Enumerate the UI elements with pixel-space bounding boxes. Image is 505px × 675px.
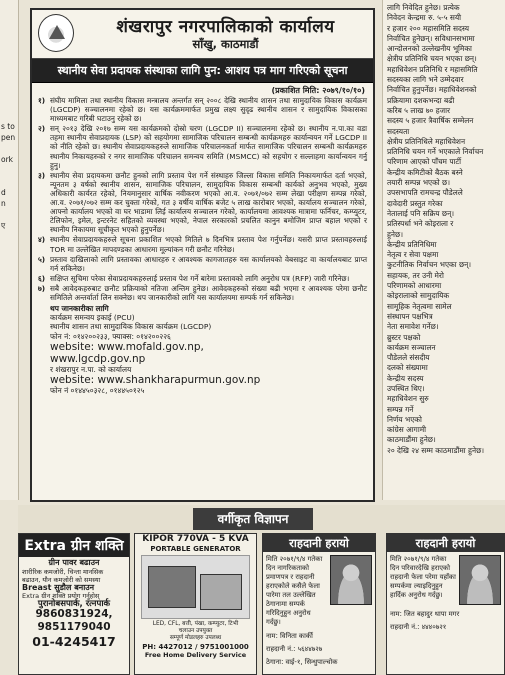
ad-text: मिति २०७१/९/४ गतेका दिन परिवारदेखि हराएको राहदानी फेला परेमा यहाँका सम्पर्कमा ल्याइदिनुहुन हार्दिक अनुरोध गर्दछु। bbox=[390, 555, 456, 599]
news-line: दावेदारी प्रस्तुत गरेका bbox=[387, 198, 443, 208]
strip-line: ork bbox=[1, 155, 14, 164]
strip-line bbox=[0, 275, 18, 286]
strip-line bbox=[0, 374, 18, 385]
news-line: महाधिवेशन प्रतिनिधि र महासमिति bbox=[387, 64, 478, 74]
website-link[interactable]: website: www.mofald.gov.np, bbox=[50, 340, 204, 353]
strip-line bbox=[0, 297, 18, 308]
strip-line bbox=[0, 99, 18, 110]
ad-line: सम्पूर्ण मोडलहरु उपलब्ध bbox=[169, 635, 222, 642]
strip-line: n bbox=[1, 199, 6, 208]
news-line: कार्यक्रम सञ्चालन bbox=[387, 342, 436, 352]
notice-body bbox=[32, 96, 373, 302]
strip-line bbox=[0, 11, 18, 22]
strip-line bbox=[0, 253, 18, 264]
news-line: निवेदन केन्द्रमा रु. ५-५ सयी bbox=[387, 13, 462, 23]
news-line: दलको संख्यामा bbox=[387, 363, 428, 373]
news-column bbox=[382, 0, 505, 500]
news-line: प्रतिस्पर्धा भने कोइराला र bbox=[387, 219, 454, 229]
strip-line: s to bbox=[1, 122, 15, 131]
phone-line: फोन नं ०१४४५०३२८, ०१४४५०१२५ bbox=[50, 386, 145, 396]
ad-title: KIPOR 770VA - 5 KVA bbox=[142, 534, 249, 544]
strip-line bbox=[0, 33, 18, 44]
news-line: सम्पन्न गर्ने bbox=[387, 404, 414, 414]
news-line: सदस्यका लागि भने उम्मेदवार bbox=[387, 75, 464, 85]
news-line: केन्द्रीय कमिटीको बैठक बस्ने bbox=[387, 167, 463, 177]
news-line: हुनेछ। bbox=[387, 229, 404, 239]
notice-item: ४) स्थानीय सेवाप्रदायकहरुले सूचना प्रकाशित भएको मितिले ७ दिनभित्र प्रस्ताव पेश गर्नुपर्नेछ। यसरी प्राप्त प्रस्तावहरुलाई TOR मा उल्लेखित मापदण्डका आधारमा मूल्यांकन गरी छनौट गरिनेछ। bbox=[38, 235, 367, 254]
strip-line bbox=[0, 110, 18, 121]
news-line: उपसभापति रामचन्द्र पौडेलले bbox=[387, 188, 463, 198]
website-link[interactable]: www.lgcdp.gov.np bbox=[50, 352, 146, 365]
generator-ad bbox=[134, 533, 257, 675]
ad-line: चलाउन उपयुक्त bbox=[178, 628, 213, 635]
strip-line bbox=[0, 451, 18, 462]
contact-line: कार्यक्रम समन्वय इकाई (PCU) bbox=[50, 313, 135, 323]
strip-line bbox=[0, 330, 18, 341]
ad-line: शारीरिक कमजोरी, चिन्ता मानसिक bbox=[22, 568, 104, 576]
news-line: सदस्य ५ हजार त्रैवार्षिक सम्मेलन bbox=[387, 116, 474, 126]
ad-phone: 9860831924, 9851179040 bbox=[35, 608, 113, 633]
news-line: पौडेलले संसदीय bbox=[387, 353, 430, 363]
generator-image bbox=[141, 555, 250, 619]
news-line: करिब ५ लाख ७० हजार bbox=[387, 105, 451, 115]
contact-block bbox=[32, 303, 373, 395]
strip-line bbox=[0, 440, 18, 451]
office-title: शंखरापुर नगरपालिकाको कार्यालय bbox=[116, 17, 335, 37]
ad-name: नाम: विनिता कार्की bbox=[266, 632, 313, 640]
news-line: कोइरालाको सामुदायिक bbox=[387, 291, 450, 301]
strip-line bbox=[0, 363, 18, 374]
strip-line bbox=[0, 396, 18, 407]
strip-line bbox=[0, 176, 18, 187]
strip-line bbox=[0, 341, 18, 352]
strip-line bbox=[0, 0, 18, 11]
news-line: उपस्थित थिए। bbox=[387, 383, 425, 393]
lost-passport-ad bbox=[262, 533, 376, 675]
notice-item: १) संघीय मामिला तथा स्थानीय विकास मन्त्रालय अन्तर्गत सन् २००८ देखि स्थानीय शासन तथा सामुदायिक विकास कार्यक्रम (LGCDP) सञ्चालनमा रहेको छ। यस कार्यक्रममार्फत प्रमुख लक्ष्य सुदृढ स्थानीय शासन र सामुदायिक विकासका माध्यमबाट गरिबी घटाउनु रहेको छ। bbox=[38, 96, 367, 124]
person-photo bbox=[330, 555, 372, 605]
notice-item: २) सन् २०१३ देखि २०१७ सम्म यस कार्यक्रमको दोस्रो चरण (LGCDP II) सञ्चालनमा रहेको छ। स्थानीय न.पा.का वडा तहमा स्थानीय सेवाप्रदायक (LSP) को सहयोगमा सामाजिक परिचालन सम्बन्धी कार्यक्रमहरु कार्यान्वयन गर्ने LGCDP II को नीति रहेको छ। स्थानीय सेवाप्रदायकहरुले सामाजिक परिचालनकर्ता मार्फत सामाजिक परिचालन सम्बन्धी कार्यक्रमहरु स्थानीय निकायहरुको र नगर सामाजिक परिचालन समन्वय समिति (MSMCC) को सहयोग र सल्लाहमा कार्यान्वयन गर्नु हुनु। bbox=[38, 124, 367, 170]
notice-item: ३) स्थानीय सेवा प्रदायकमा छनौट हुनको लागि प्रस्ताव पेश गर्ने संस्थाहरु जिल्ला विकास समिति निकायमार्फत दर्ता भएको, न्यूनतम ३ वर्षको स्थानीय शासन, सामाजिक परिचालन, सामुदायिक विकास सम्बन्धी कार्यको अनुभव भएको, मुख्य अधिकारी कार्यरत रहेको, नियमानुसार वार्षिक नवीकरण भएको आ.व. २०७१/०७२ सम्म लेखा परीक्षण सम्पन्न गरेको, आ.व. २०७१/०७२ सम्म कर चुक्ता गरेको, गत ३ वर्षीय वार्षिक बजेट ५ लाख कारोबार भएको, कार्यालय सञ्चालन गरेको, आफ्नो कार्यालय भएको वा घर भाडामा लिई कार्यालय सञ्चालन गरेको, कार्यालयमा आवश्यक मात्रामा फर्निचर, कम्प्युटर, टेलिफोन, इमेल, इन्टरनेट सहितको व्यवस्था भएको, नेपाल सरकारको प्रचलित कानुन बमोजिम प्राप्त बहाल भएको र स्थानीय निकायमा सूचीकृत भएको हुनुपर्नेछ। bbox=[38, 170, 367, 235]
news-line: निर्वाचित हुनेछन्। सविधानसभामा bbox=[387, 33, 475, 43]
strip-line: d bbox=[1, 188, 6, 197]
ad-line: पुरानोबसपार्क, रत्नपार्क bbox=[37, 599, 111, 609]
strip-line bbox=[0, 352, 18, 363]
ad-line: Breast सुडौल बनाउन bbox=[22, 583, 95, 592]
strip-line bbox=[0, 418, 18, 429]
ad-address: ठेगाना: वाई-१, सिन्धुपाल्चोक bbox=[266, 658, 338, 666]
news-line: परिणामको आधारमा bbox=[387, 281, 442, 291]
contact-heading: थप जानकारीका लागि bbox=[50, 304, 109, 314]
news-line: क्षेत्रीय प्रतिनिधिले महाधिवेशन bbox=[387, 136, 466, 146]
website-link[interactable]: website: www.shankharapurmun.gov.np bbox=[50, 374, 261, 387]
strip-line bbox=[0, 308, 18, 319]
news-line: केन्द्रीय प्रतिनिधिमा bbox=[387, 239, 437, 249]
ad-text: मिति २०७१/९/४ गतेका दिन नागरिकताको प्रमाणपत्र र राहदानी हराएकोले कसैले फेला पारेमा तल उल्लेखित ठेगानामा सम्पर्क गरिदिनुहुन अनुरोध गर्दछु। bbox=[266, 555, 323, 626]
strip-line: ए bbox=[1, 221, 6, 230]
notice-item: ५) प्रस्ताव दाखिलाको लागि प्रस्तावका आधारहरु र आवश्यक कागजातहरु यस कार्यालयको वेबसाइट वा कार्यालयबाट प्राप्त गर्न सकिनेछ। bbox=[38, 254, 367, 273]
contact-line: फोन नं: ०१४२००२३३, फ्याक्स: ०१४२००२२६ bbox=[50, 331, 171, 341]
ad-body bbox=[387, 552, 504, 608]
strip-line bbox=[0, 165, 18, 176]
strip-line bbox=[0, 462, 18, 473]
strip-line bbox=[0, 385, 18, 396]
news-line: निर्वाचित हुनुपर्नेछ। महाधिवेशनको bbox=[387, 85, 477, 95]
notice-banner: स्थानीय सेवा प्रदायक संस्थाका लागि पुन: आशय पत्र माग गरिएको सूचना bbox=[32, 59, 373, 83]
strip-line bbox=[0, 66, 18, 77]
news-line: नेतालाई पनि सक्रिय छन्। bbox=[387, 208, 455, 218]
news-line: निर्णय भएको bbox=[387, 414, 422, 424]
news-line: ब्रुस्टर पक्षको bbox=[387, 332, 421, 342]
news-line: कांग्रेस आगामी bbox=[387, 425, 427, 435]
strip-line bbox=[0, 55, 18, 66]
strip-line bbox=[0, 88, 18, 99]
public-notice bbox=[30, 8, 375, 502]
ad-line: बढाउन, यौन कमजोरी को समस्या bbox=[22, 576, 101, 584]
ad-passport: राहदानी नं.: ५६४४७२७ bbox=[266, 645, 323, 653]
strip-line bbox=[0, 264, 18, 275]
news-line: क्षेत्रीय प्रतिनिधि चयन भएका छन्। bbox=[387, 54, 477, 64]
ad-name: नाम: जित बहादुर थापा मगर bbox=[390, 610, 460, 618]
publish-date: (प्रकाशित मिति: २०७९/१०/१०) bbox=[271, 86, 365, 95]
ad-title: Extra ग्रीन शक्ति bbox=[19, 534, 129, 557]
news-line: र हजार २०० महासमिति सदस्य bbox=[387, 23, 470, 33]
notice-header bbox=[32, 10, 373, 59]
strip-line bbox=[0, 143, 18, 154]
news-line: लागि निवेदित हुनेछ। प्रत्येक bbox=[387, 3, 460, 12]
classified-heading: वर्गीकृत विज्ञापन bbox=[193, 508, 313, 530]
news-line: सहायक, तर उनी मेरो bbox=[387, 270, 444, 280]
ad-footer: Free Home Delivery Service bbox=[144, 650, 247, 659]
news-line: नेता समावेश गर्नेछ। bbox=[387, 322, 439, 332]
strip-line bbox=[0, 231, 18, 242]
ad-line: LED, CFL, बत्ती, पंखा, कम्प्युटर, टिभी bbox=[152, 621, 239, 627]
news-line: परिणाम आएको पाँचम पार्टी bbox=[387, 157, 462, 167]
nepal-emblem-icon bbox=[38, 14, 74, 52]
news-line: संस्थापन पक्षभित्र bbox=[387, 311, 433, 321]
news-line: महाधिवेशन सुरु bbox=[387, 394, 429, 404]
strip-line bbox=[0, 77, 18, 88]
ad-passport: राहदानी नं.: ४४४०७२१ bbox=[390, 623, 447, 631]
green-shakti-ad bbox=[18, 533, 130, 675]
strip-line bbox=[0, 286, 18, 297]
news-line: काठमाडौंमा हुनेछ। bbox=[387, 435, 436, 445]
news-line: आन्दोलनको उल्लेखनीय भूमिका bbox=[387, 44, 472, 54]
strip-line bbox=[0, 242, 18, 253]
lost-passport-ad bbox=[386, 533, 505, 675]
classified-section bbox=[18, 505, 505, 675]
news-line: सदस्यता bbox=[387, 126, 410, 136]
person-photo bbox=[459, 555, 501, 605]
strip-line bbox=[0, 44, 18, 55]
ad-phone: PH: 4427012 / 9751001000 bbox=[142, 642, 249, 651]
news-line: सामूहिक नेतृत्वमा सामेल bbox=[387, 301, 452, 311]
news-line: केन्द्रीय सदस्य bbox=[387, 373, 424, 383]
ad-subtitle: PORTABLE GENERATOR bbox=[150, 545, 241, 553]
news-line: २० देखि २४ सम्म काठमाडौंमा हुनेछ। bbox=[387, 445, 485, 455]
contact-line: स्थानीय शासन तथा सामुदायिक विकास कार्यक्रम (LGCDP) bbox=[50, 322, 212, 332]
strip-line bbox=[0, 22, 18, 33]
news-line: प्रक्रियामा दशकभन्दा बढी bbox=[387, 95, 455, 105]
ad-subtitle: ग्रीन पावर बढाउन bbox=[48, 558, 100, 567]
generator-icon bbox=[200, 574, 242, 610]
ad-phone: 01-4245417 bbox=[32, 634, 116, 649]
ad-body bbox=[263, 552, 375, 630]
notice-item: ७) सबै आवेदकहरुबाट छनौट प्रक्रियाको नतिजा अन्तिम हुनेछ। आवेदकहरुको संख्या बढी भएमा र आवश्यक परेमा छनौट समितिले अन्तर्वार्ता लिन सक्नेछ। थप जानकारीको लागि यस कार्यालयमा सम्पर्क गर्न सकिनेछ। bbox=[38, 283, 367, 302]
strip-line bbox=[0, 407, 18, 418]
office-subtitle: साँखु, काठमाडौं bbox=[192, 37, 259, 51]
strip-line bbox=[0, 429, 18, 440]
news-line: नेतृत्व र सेवा पक्षमा bbox=[387, 250, 439, 260]
ad-title: राहदानी हरायो bbox=[387, 534, 504, 552]
news-line: तयारी सम्पन्न भएको छ। bbox=[387, 178, 451, 188]
ad-line: Extra ग्रीन शक्ति प्रयोग गर्नुहोस् bbox=[22, 592, 100, 600]
generator-icon bbox=[148, 566, 196, 608]
adjacent-column-strip bbox=[0, 0, 19, 500]
strip-line bbox=[0, 209, 18, 220]
strip-line bbox=[0, 319, 18, 330]
office-line: र शंखरापुर न.पा. को कार्यालय bbox=[50, 364, 132, 374]
strip-line: pen bbox=[1, 133, 16, 142]
ad-title: राहदानी हरायो bbox=[263, 534, 375, 552]
notice-item: ६) सक्षिप्त सूचिमा परेका सेवाप्रदायकहरुलाई प्रस्ताव पेश गर्ने बारेमा प्रस्तावको लागि अनुरोध पत्र (RFP) जारी गरिनेछ। bbox=[38, 273, 350, 283]
news-line: प्रतिनिधि चयन गर्ने भएकाले निर्वाचन bbox=[387, 147, 484, 157]
news-line: कुटनीतिक निर्वाचन भएका छन्। bbox=[387, 260, 472, 270]
